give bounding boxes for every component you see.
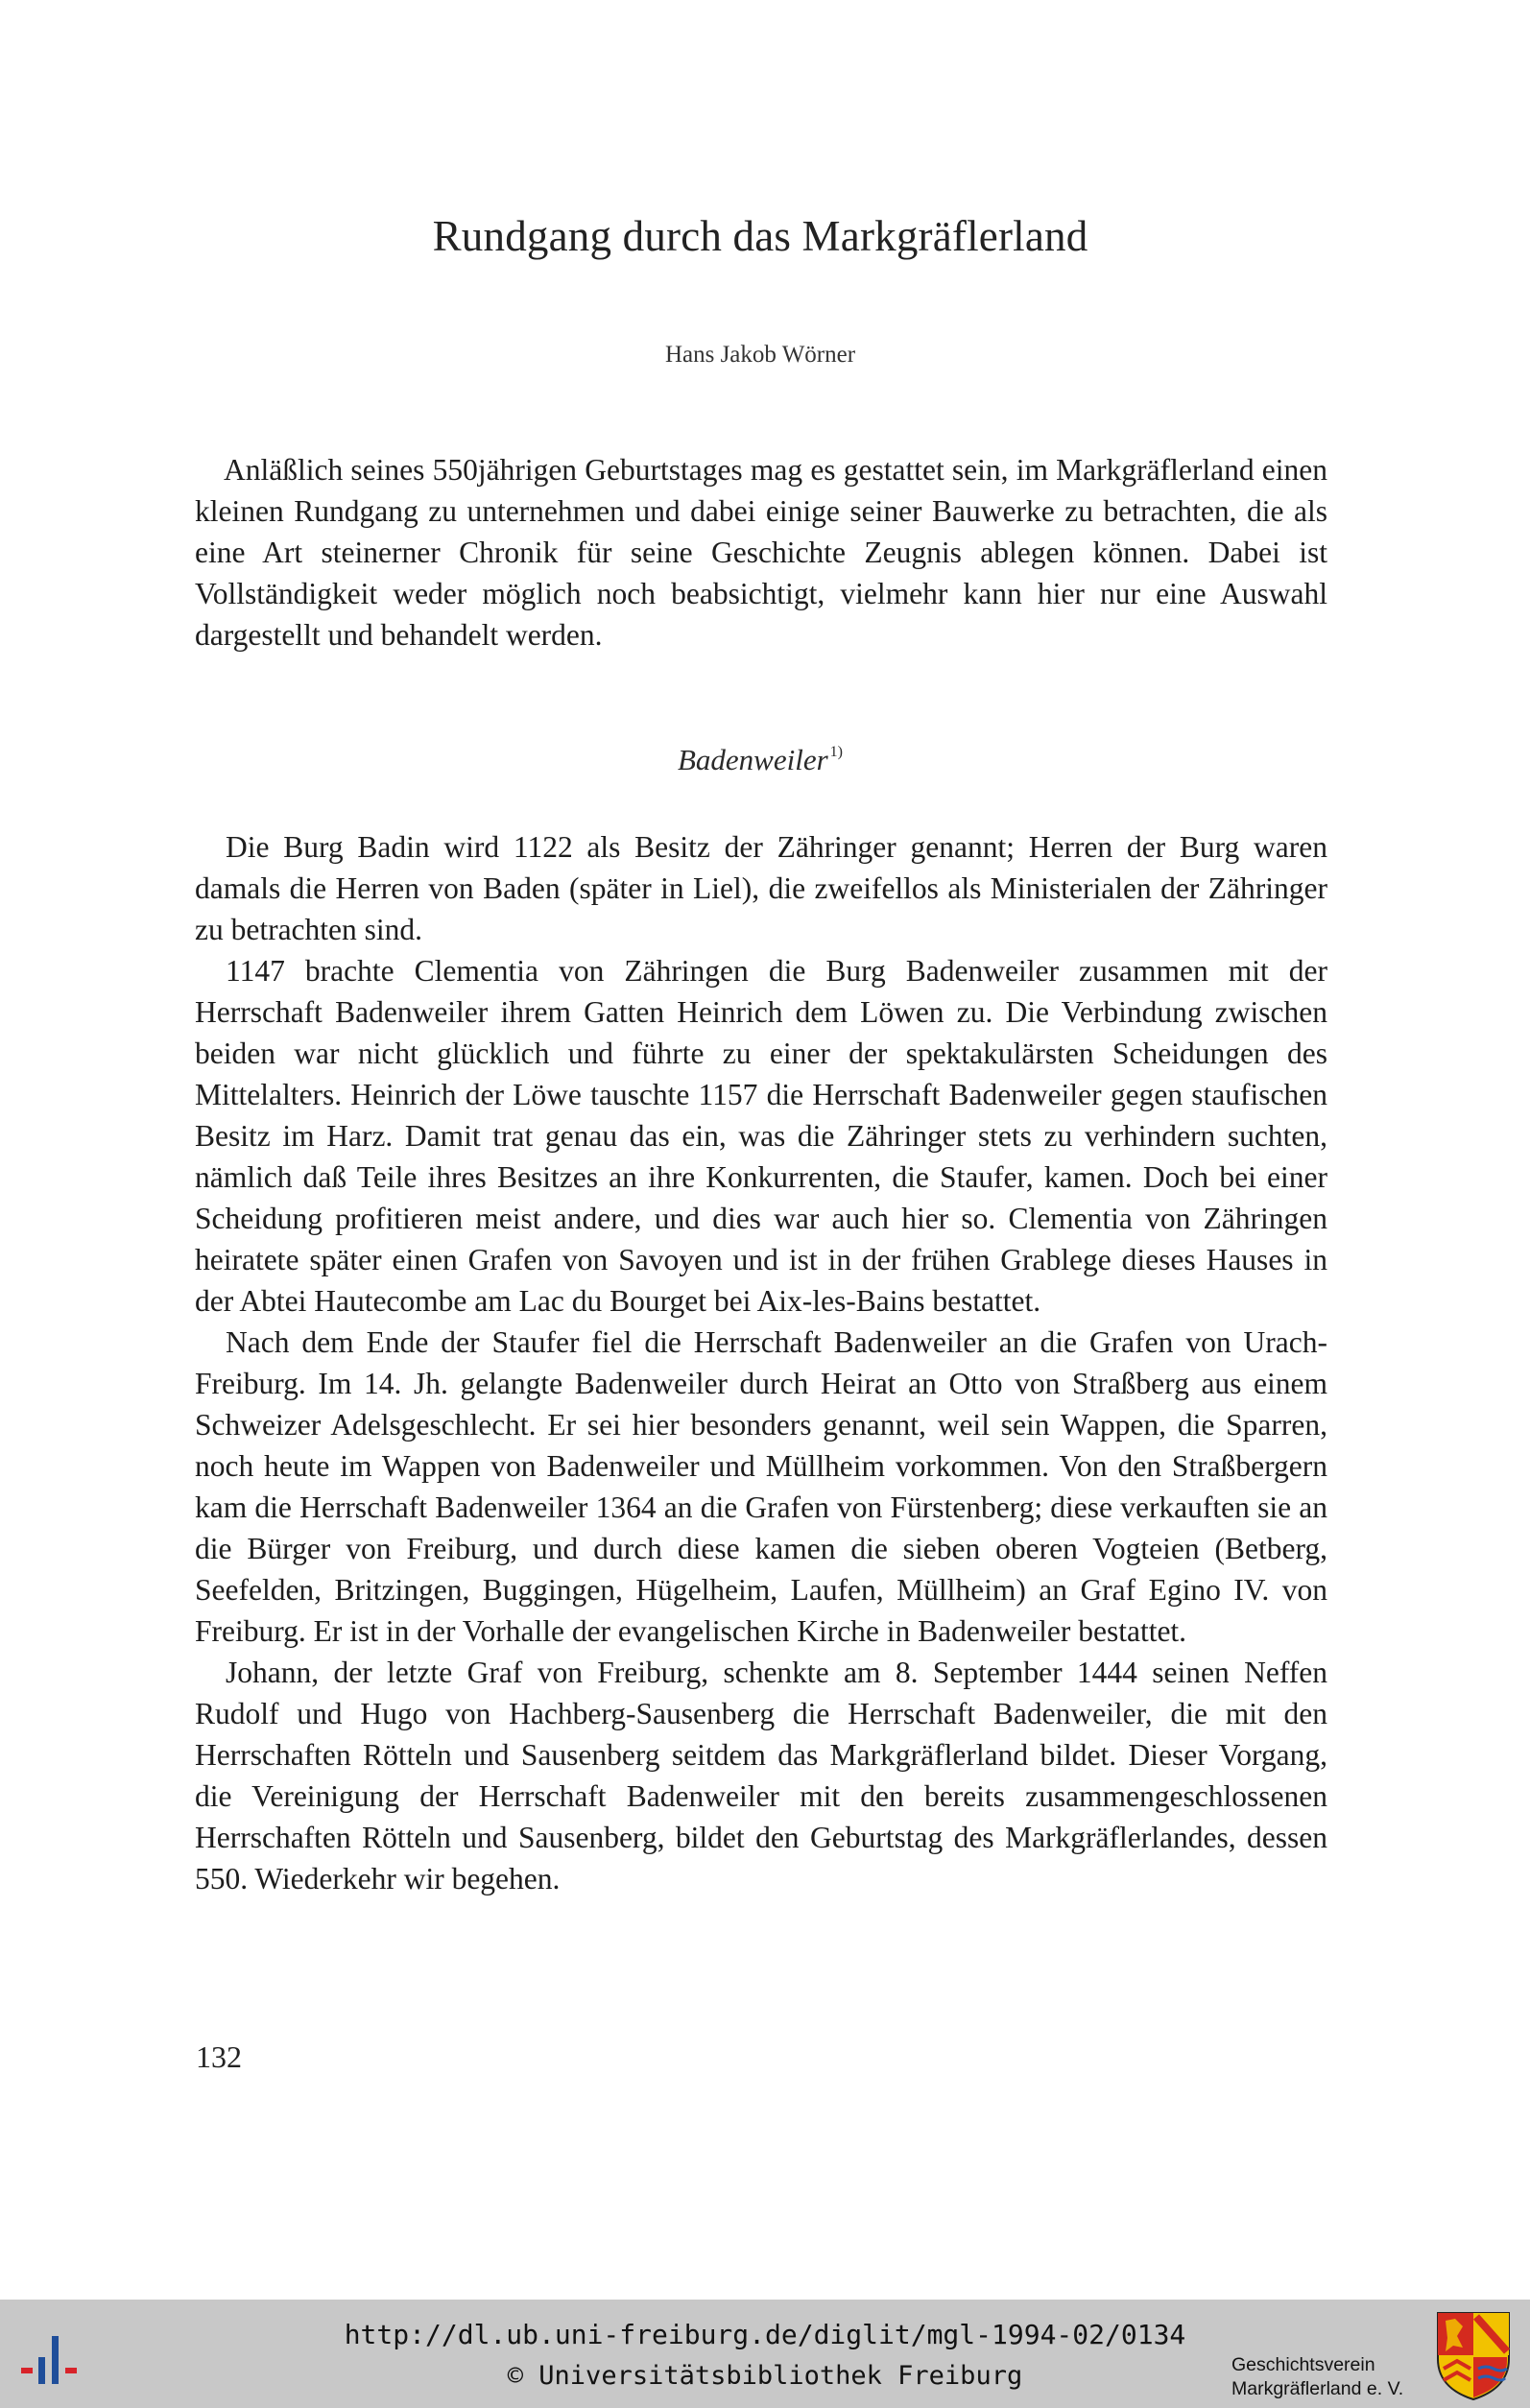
page-title: Rundgang durch das Markgräflerland bbox=[432, 212, 1088, 260]
intro-block bbox=[195, 449, 1327, 656]
footnote-marker: 1) bbox=[829, 744, 843, 760]
copyright-notice: © Universitätsbibliothek Freiburg bbox=[507, 2361, 1023, 2391]
crest-icon bbox=[1434, 2309, 1513, 2401]
society-name-line-2: Markgräflerland e. V. bbox=[1231, 2378, 1404, 2399]
intro-paragraph: Anläßlich seines 550jährigen Geburtstages mag es gestattet sein, im Markgräflerland einen kleinen Rundgang zu unternehmen und dabei einige seiner Bauwerke zu betrachten, die als eine Art steinerner Chronik für seine Geschichte Zeugnis ablegen können. Dabei ist Vollständigkeit weder möglich noch beabsichtigt, vielmehr kann hier nur eine Auswahl dargestellt und behandelt werden. bbox=[195, 453, 1327, 652]
section-heading bbox=[0, 743, 1520, 777]
section-heading-text: Badenweiler bbox=[677, 743, 828, 776]
section-body bbox=[195, 826, 1327, 1899]
body-paragraph-4: Johann, der letzte Graf von Freiburg, schenkte am 8. September 1444 seinen Neffen Rudolf und Hugo von Hachberg-Sausenberg die Herrschaft Badenweiler, die mit den Herrschaften Rötteln und Sausenberg seitdem das Markgräflerland bildet. Dieser Vorgang, die Vereinigung der Herrschaft Badenweiler mit den bereits zusammengeschlossenen Herrschaften Rötteln und Sausenberg, bildet den Geburtstag des Markgräflerlandes, dessen 550. Wiederkehr wir begehen. bbox=[195, 1656, 1327, 1895]
body-paragraph-3: Nach dem Ende der Staufer fiel die Herrschaft Badenweiler an die Grafen von Urach-Freiburg. Im 14. Jh. gelangte Badenweiler durch Heirat an Otto von Straßberg aus einem Schweizer Adelsgeschlecht. Er sei hier besonders genannt, weil sein Wappen, die Sparren, noch heute im Wappen von Badenweiler und Müllheim vorkommen. Von den Straßbergern kam die Herrschaft Badenweiler 1364 an die Grafen von Fürstenberg; diese verkauften sie an die Bürger von Freiburg, und durch diese kamen die sieben oberen Vogteien (Betberg, Seefelden, Britzingen, Buggingen, Hügelheim, Laufen, Müllheim) an Graf Egino IV. von Freiburg. Er ist in der Vorhalle der evangelischen Kirche in Badenweiler bestattet. bbox=[195, 1325, 1327, 1648]
body-paragraph-1: Die Burg Badin wird 1122 als Besitz der Zähringer genannt; Herren der Burg waren damals die Herren von Baden (später in Liel), die zweifellos als Ministerialen der Zähringer zu betrachten sind. bbox=[195, 830, 1327, 946]
footer-bar bbox=[0, 2300, 1530, 2408]
society-name bbox=[1231, 2353, 1403, 2401]
author-name: Hans Jakob Wörner bbox=[664, 342, 856, 368]
society-name-line-1: Geschichtsverein bbox=[1231, 2354, 1375, 2375]
page-number: 132 bbox=[196, 2039, 242, 2074]
source-url-link[interactable]: http://dl.ub.uni-freiburg.de/diglit/mgl-1994-02/0134 bbox=[344, 2319, 1186, 2350]
body-paragraph-2: 1147 brachte Clementia von Zähringen die Burg Badenweiler zusammen mit der Herrschaft Badenweiler ihrem Gatten Heinrich dem Löwen zu. Die Verbindung zwischen beiden war nicht glücklich und führte zu einer der spektakulärsten Scheidungen des Mittelalters. Heinrich der Löwe tauschte 1157 die Herrschaft Badenweiler gegen staufischen Besitz im Harz. Damit trat genau das ein, was die Zähringer stets zu verhindern suchten, nämlich daß Teile ihres Besitzes an ihre Konkurrenten, die Staufer, kamen. Doch bei einer Scheidung profitieren meist andere, und dies war auch hier so. Clementia von Zähringen heiratete später einen Grafen von Savoyen und ist in der frühen Grablege dieses Hauses in der Abtei Hautecombe am Lac du Bourget bei Aix-les-Bains bestattet. bbox=[195, 954, 1327, 1318]
